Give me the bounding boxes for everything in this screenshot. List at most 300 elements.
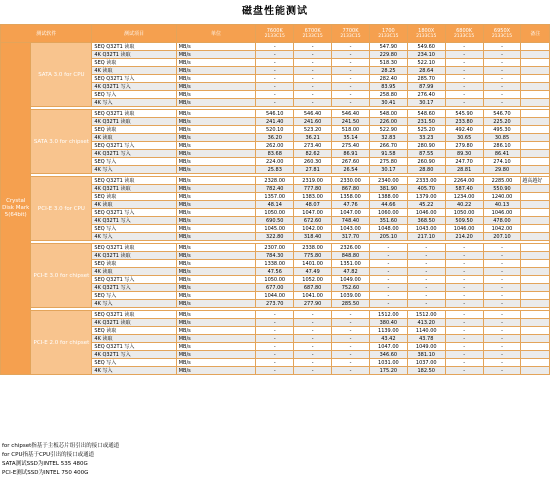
value-cell: 87.55 <box>407 150 445 158</box>
value-cell: - <box>445 319 483 327</box>
value-cell: 226.00 <box>369 118 407 126</box>
test-item: SEQ 读取 <box>92 59 176 67</box>
unit-cell: MB/s <box>176 300 256 308</box>
note-cell <box>521 126 550 134</box>
footnotes <box>2 442 119 478</box>
value-cell: 30.65 <box>445 134 483 142</box>
value-cell: - <box>332 335 370 343</box>
value-cell: - <box>445 244 483 252</box>
test-item: SEQ Q32T1 读取 <box>92 43 176 51</box>
value-cell: - <box>294 319 332 327</box>
header-item: 测试项目 <box>92 25 176 43</box>
header-cpu-1800x: 1800X 2133C15 <box>407 25 445 43</box>
unit-cell: MB/s <box>176 292 256 300</box>
header-unit: 单位 <box>176 25 256 43</box>
header-cpu-7600k: 7600K 2133C15 <box>256 25 294 43</box>
value-cell: 32.83 <box>369 134 407 142</box>
value-cell: - <box>445 252 483 260</box>
value-cell: 262.00 <box>256 142 294 150</box>
test-item: SEQ 读取 <box>92 126 176 134</box>
value-cell: 1050.00 <box>256 209 294 217</box>
value-cell: 47.56 <box>256 268 294 276</box>
value-cell: 492.40 <box>445 126 483 134</box>
value-cell: 777.80 <box>294 185 332 193</box>
test-item: SEQ 写入 <box>92 225 176 233</box>
note-cell <box>521 185 550 193</box>
test-item: 4K 读取 <box>92 335 176 343</box>
test-item: 4K Q32T1 写入 <box>92 150 176 158</box>
value-cell: 29.80 <box>483 166 521 174</box>
value-cell: - <box>407 252 445 260</box>
value-cell: 83.68 <box>256 150 294 158</box>
value-cell: 86.41 <box>483 150 521 158</box>
note-cell <box>521 327 550 335</box>
test-item: SEQ Q32T1 读取 <box>92 311 176 319</box>
test-item: SEQ Q32T1 写入 <box>92 209 176 217</box>
note-cell <box>521 233 550 241</box>
value-cell: 1042.00 <box>294 225 332 233</box>
test-item: 4K Q32T1 读取 <box>92 319 176 327</box>
value-cell: - <box>294 351 332 359</box>
value-cell: 351.60 <box>369 217 407 225</box>
value-cell: - <box>445 51 483 59</box>
value-cell: - <box>332 311 370 319</box>
value-cell: 225.20 <box>483 118 521 126</box>
value-cell: 36.20 <box>256 134 294 142</box>
value-cell: - <box>407 292 445 300</box>
value-cell: - <box>445 351 483 359</box>
value-cell: - <box>294 343 332 351</box>
value-cell: - <box>445 284 483 292</box>
value-cell: - <box>483 67 521 75</box>
value-cell: 518.00 <box>332 126 370 134</box>
value-cell: 28.25 <box>369 67 407 75</box>
value-cell: 1240.00 <box>483 193 521 201</box>
value-cell: - <box>445 91 483 99</box>
unit-cell: MB/s <box>176 158 256 166</box>
unit-cell: MB/s <box>176 233 256 241</box>
value-cell: - <box>332 43 370 51</box>
test-item: 4K Q32T1 写入 <box>92 217 176 225</box>
header-row <box>1 25 550 43</box>
value-cell: 381.10 <box>407 351 445 359</box>
value-cell: 2264.00 <box>445 177 483 185</box>
value-cell: - <box>294 59 332 67</box>
note-cell <box>521 43 550 51</box>
value-cell: - <box>256 59 294 67</box>
value-cell: - <box>369 252 407 260</box>
value-cell: 260.90 <box>407 158 445 166</box>
value-cell: - <box>294 367 332 375</box>
value-cell: - <box>332 51 370 59</box>
value-cell: - <box>483 43 521 51</box>
value-cell: - <box>256 335 294 343</box>
header-cpu-6700k: 6700K 2133C15 <box>294 25 332 43</box>
value-cell: 285.70 <box>407 75 445 83</box>
value-cell: - <box>294 335 332 343</box>
value-cell: 495.30 <box>483 126 521 134</box>
note-cell <box>521 83 550 91</box>
test-item: 4K 写入 <box>92 367 176 375</box>
value-cell: 273.40 <box>294 142 332 150</box>
table-body <box>1 43 550 375</box>
value-cell: - <box>445 276 483 284</box>
value-cell: - <box>445 311 483 319</box>
value-cell: 25.83 <box>256 166 294 174</box>
value-cell: 229.80 <box>369 51 407 59</box>
value-cell: - <box>407 276 445 284</box>
value-cell: 233.80 <box>445 118 483 126</box>
value-cell: - <box>445 43 483 51</box>
test-item: SEQ 读取 <box>92 327 176 335</box>
value-cell: 1049.00 <box>407 343 445 351</box>
test-item: SEQ Q32T1 读取 <box>92 110 176 118</box>
test-item: SEQ 读取 <box>92 193 176 201</box>
value-cell: - <box>445 367 483 375</box>
value-cell: - <box>256 367 294 375</box>
note-cell <box>521 335 550 343</box>
value-cell: - <box>256 343 294 351</box>
value-cell: - <box>256 67 294 75</box>
software-cell: Crystal Disk Mark 5(64bit) <box>1 43 31 375</box>
unit-cell: MB/s <box>176 276 256 284</box>
value-cell: - <box>294 359 332 367</box>
value-cell: 234.10 <box>407 51 445 59</box>
value-cell: 525.20 <box>407 126 445 134</box>
note-cell <box>521 193 550 201</box>
value-cell: 1046.00 <box>483 209 521 217</box>
footnote: SATA测试SSD为INTEL 535 480G <box>2 461 88 467</box>
test-item: SEQ Q32T1 写入 <box>92 75 176 83</box>
value-cell: - <box>445 327 483 335</box>
test-item: SEQ 写入 <box>92 158 176 166</box>
test-item: 4K Q32T1 写入 <box>92 351 176 359</box>
value-cell: - <box>483 311 521 319</box>
note-cell <box>521 217 550 225</box>
value-cell: 30.17 <box>369 166 407 174</box>
value-cell: 43.78 <box>407 335 445 343</box>
value-cell: - <box>483 343 521 351</box>
value-cell: - <box>483 284 521 292</box>
value-cell: 405.70 <box>407 185 445 193</box>
value-cell: 40.13 <box>483 201 521 209</box>
value-cell: - <box>256 327 294 335</box>
test-item: SEQ Q32T1 写入 <box>92 276 176 284</box>
value-cell: - <box>445 343 483 351</box>
unit-cell: MB/s <box>176 201 256 209</box>
value-cell: 1047.00 <box>332 209 370 217</box>
value-cell: - <box>445 75 483 83</box>
unit-cell: MB/s <box>176 335 256 343</box>
note-cell <box>521 300 550 308</box>
test-item: SEQ Q32T1 写入 <box>92 343 176 351</box>
test-item: 4K Q32T1 写入 <box>92 83 176 91</box>
header-cpu-6950x: 6950X 2133C15 <box>483 25 521 43</box>
test-item: 4K 读取 <box>92 134 176 142</box>
value-cell: 380.40 <box>369 319 407 327</box>
unit-cell: MB/s <box>176 209 256 217</box>
value-cell: 518.30 <box>369 59 407 67</box>
value-cell: - <box>294 91 332 99</box>
value-cell: 241.40 <box>256 118 294 126</box>
value-cell: 1050.00 <box>445 209 483 217</box>
value-cell: 273.70 <box>256 300 294 308</box>
note-cell <box>521 110 550 118</box>
unit-cell: MB/s <box>176 217 256 225</box>
value-cell: - <box>483 367 521 375</box>
value-cell: 175.20 <box>369 367 407 375</box>
note-cell <box>521 134 550 142</box>
test-item: 4K 读取 <box>92 67 176 75</box>
value-cell: - <box>332 319 370 327</box>
value-cell: 1050.00 <box>256 276 294 284</box>
group-label: PCI-E 3.0 for chipset <box>31 244 92 308</box>
value-cell: 1401.00 <box>294 260 332 268</box>
note-cell <box>521 244 550 252</box>
value-cell: - <box>294 327 332 335</box>
test-item: SEQ 写入 <box>92 359 176 367</box>
value-cell: 26.54 <box>332 166 370 174</box>
value-cell: 275.80 <box>369 158 407 166</box>
value-cell: 522.10 <box>407 59 445 67</box>
note-cell <box>521 166 550 174</box>
value-cell: - <box>407 268 445 276</box>
note-cell: 越高越好 <box>521 177 550 185</box>
value-cell: - <box>483 51 521 59</box>
value-cell: - <box>445 335 483 343</box>
note-cell <box>521 158 550 166</box>
note-cell <box>521 276 550 284</box>
value-cell: 91.58 <box>369 150 407 158</box>
note-cell <box>521 99 550 107</box>
value-cell: - <box>369 268 407 276</box>
value-cell: 523.20 <box>294 126 332 134</box>
group-label: PCI-E 2.0 for chipset <box>31 311 92 375</box>
unit-cell: MB/s <box>176 91 256 99</box>
value-cell: - <box>483 260 521 268</box>
value-cell: - <box>256 91 294 99</box>
value-cell: - <box>332 67 370 75</box>
note-cell <box>521 209 550 217</box>
value-cell: - <box>332 351 370 359</box>
unit-cell: MB/s <box>176 177 256 185</box>
header-cpu-1700: 1700 2133C15 <box>369 25 407 43</box>
unit-cell: MB/s <box>176 59 256 67</box>
value-cell: 48.14 <box>256 201 294 209</box>
value-cell: - <box>294 75 332 83</box>
value-cell: 241.50 <box>332 118 370 126</box>
value-cell: 1351.00 <box>332 260 370 268</box>
value-cell: 748.40 <box>332 217 370 225</box>
value-cell: 1037.00 <box>407 359 445 367</box>
value-cell: - <box>407 260 445 268</box>
value-cell: - <box>332 91 370 99</box>
value-cell: 1049.00 <box>332 276 370 284</box>
value-cell: 44.66 <box>369 201 407 209</box>
value-cell: - <box>256 99 294 107</box>
value-cell: 549.60 <box>407 43 445 51</box>
value-cell: 47.76 <box>332 201 370 209</box>
value-cell: 182.50 <box>407 367 445 375</box>
note-cell <box>521 118 550 126</box>
value-cell: - <box>445 359 483 367</box>
unit-cell: MB/s <box>176 252 256 260</box>
value-cell: - <box>483 335 521 343</box>
value-cell: 1043.00 <box>407 225 445 233</box>
value-cell: - <box>256 75 294 83</box>
test-item: SEQ 写入 <box>92 292 176 300</box>
header-software: 测试软件 <box>1 25 92 43</box>
value-cell: 546.10 <box>256 110 294 118</box>
value-cell: 677.00 <box>256 284 294 292</box>
value-cell: - <box>483 91 521 99</box>
table-row <box>1 177 550 185</box>
value-cell: 368.50 <box>407 217 445 225</box>
value-cell: 548.00 <box>369 110 407 118</box>
value-cell: 285.50 <box>332 300 370 308</box>
value-cell: - <box>445 59 483 67</box>
value-cell: - <box>256 319 294 327</box>
value-cell: 2319.00 <box>294 177 332 185</box>
value-cell: - <box>483 292 521 300</box>
value-cell: 545.90 <box>445 110 483 118</box>
value-cell: 672.60 <box>294 217 332 225</box>
unit-cell: MB/s <box>176 110 256 118</box>
value-cell: 217.10 <box>407 233 445 241</box>
value-cell: 509.50 <box>445 217 483 225</box>
unit-cell: MB/s <box>176 166 256 174</box>
value-cell: 33.23 <box>407 134 445 142</box>
value-cell: 1045.00 <box>256 225 294 233</box>
note-cell <box>521 284 550 292</box>
value-cell: 260.30 <box>294 158 332 166</box>
note-cell <box>521 150 550 158</box>
value-cell: 1047.00 <box>294 209 332 217</box>
value-cell: - <box>407 284 445 292</box>
test-item: 4K Q32T1 写入 <box>92 284 176 292</box>
value-cell: 267.60 <box>332 158 370 166</box>
value-cell: 280.90 <box>407 142 445 150</box>
unit-cell: MB/s <box>176 83 256 91</box>
test-item: 4K 读取 <box>92 201 176 209</box>
unit-cell: MB/s <box>176 134 256 142</box>
value-cell: - <box>294 311 332 319</box>
test-item: SEQ 写入 <box>92 91 176 99</box>
value-cell: - <box>483 268 521 276</box>
test-item: 4K Q32T1 读取 <box>92 118 176 126</box>
value-cell: 478.00 <box>483 217 521 225</box>
unit-cell: MB/s <box>176 311 256 319</box>
value-cell: 1041.00 <box>294 292 332 300</box>
value-cell: - <box>407 244 445 252</box>
value-cell: 775.80 <box>294 252 332 260</box>
value-cell: 867.80 <box>332 185 370 193</box>
value-cell: 1140.00 <box>407 327 445 335</box>
value-cell: - <box>256 359 294 367</box>
value-cell: 28.64 <box>407 67 445 75</box>
value-cell: 36.21 <box>294 134 332 142</box>
value-cell: 1383.00 <box>294 193 332 201</box>
test-item: 4K Q32T1 读取 <box>92 51 176 59</box>
test-item: 4K Q32T1 读取 <box>92 252 176 260</box>
value-cell: - <box>256 311 294 319</box>
value-cell: 2338.00 <box>294 244 332 252</box>
value-cell: - <box>256 43 294 51</box>
note-cell <box>521 142 550 150</box>
value-cell: 548.60 <box>407 110 445 118</box>
value-cell: 207.10 <box>483 233 521 241</box>
value-cell: 30.85 <box>483 134 521 142</box>
value-cell: 1388.00 <box>369 193 407 201</box>
footnote: PCI-E测试SSD为INTEL 750 400G <box>2 470 89 476</box>
value-cell: 43.42 <box>369 335 407 343</box>
value-cell: - <box>483 300 521 308</box>
value-cell: - <box>256 51 294 59</box>
value-cell: 848.80 <box>332 252 370 260</box>
value-cell: 282.40 <box>369 75 407 83</box>
value-cell: - <box>294 51 332 59</box>
value-cell: - <box>332 343 370 351</box>
note-cell <box>521 225 550 233</box>
value-cell: 2326.00 <box>332 244 370 252</box>
test-item: 4K 写入 <box>92 300 176 308</box>
value-cell: - <box>294 43 332 51</box>
value-cell: 318.40 <box>294 233 332 241</box>
test-item: 4K 写入 <box>92 233 176 241</box>
unit-cell: MB/s <box>176 319 256 327</box>
test-item: SEQ 读取 <box>92 260 176 268</box>
unit-cell: MB/s <box>176 99 256 107</box>
group-label: PCI-E 3.0 for CPU <box>31 177 92 241</box>
value-cell: 782.40 <box>256 185 294 193</box>
value-cell: 28.81 <box>445 166 483 174</box>
value-cell: - <box>294 67 332 75</box>
value-cell: 275.40 <box>332 142 370 150</box>
unit-cell: MB/s <box>176 351 256 359</box>
value-cell: 522.90 <box>369 126 407 134</box>
unit-cell: MB/s <box>176 75 256 83</box>
test-item: 4K 写入 <box>92 99 176 107</box>
value-cell: 47.82 <box>332 268 370 276</box>
value-cell: 1060.00 <box>369 209 407 217</box>
note-cell <box>521 292 550 300</box>
unit-cell: MB/s <box>176 343 256 351</box>
value-cell: - <box>483 359 521 367</box>
value-cell: 47.49 <box>294 268 332 276</box>
header-cpu-6800k: 6800K 2133C15 <box>445 25 483 43</box>
value-cell: 546.40 <box>294 110 332 118</box>
note-cell <box>521 75 550 83</box>
unit-cell: MB/s <box>176 126 256 134</box>
value-cell: 1048.00 <box>369 225 407 233</box>
group-label: SATA 3.0 for chipset <box>31 110 92 174</box>
value-cell: - <box>332 75 370 83</box>
value-cell: 231.50 <box>407 118 445 126</box>
value-cell: 546.40 <box>332 110 370 118</box>
table-row <box>1 244 550 252</box>
test-item: 4K 写入 <box>92 166 176 174</box>
note-cell <box>521 311 550 319</box>
note-cell <box>521 201 550 209</box>
value-cell: - <box>483 244 521 252</box>
value-cell: 2307.00 <box>256 244 294 252</box>
value-cell: 1046.00 <box>407 209 445 217</box>
value-cell: 279.80 <box>445 142 483 150</box>
header-cpu-7700k: 7700K 2133C15 <box>332 25 370 43</box>
test-item: 4K Q32T1 读取 <box>92 185 176 193</box>
table-row <box>1 311 550 319</box>
value-cell: 2328.00 <box>256 177 294 185</box>
